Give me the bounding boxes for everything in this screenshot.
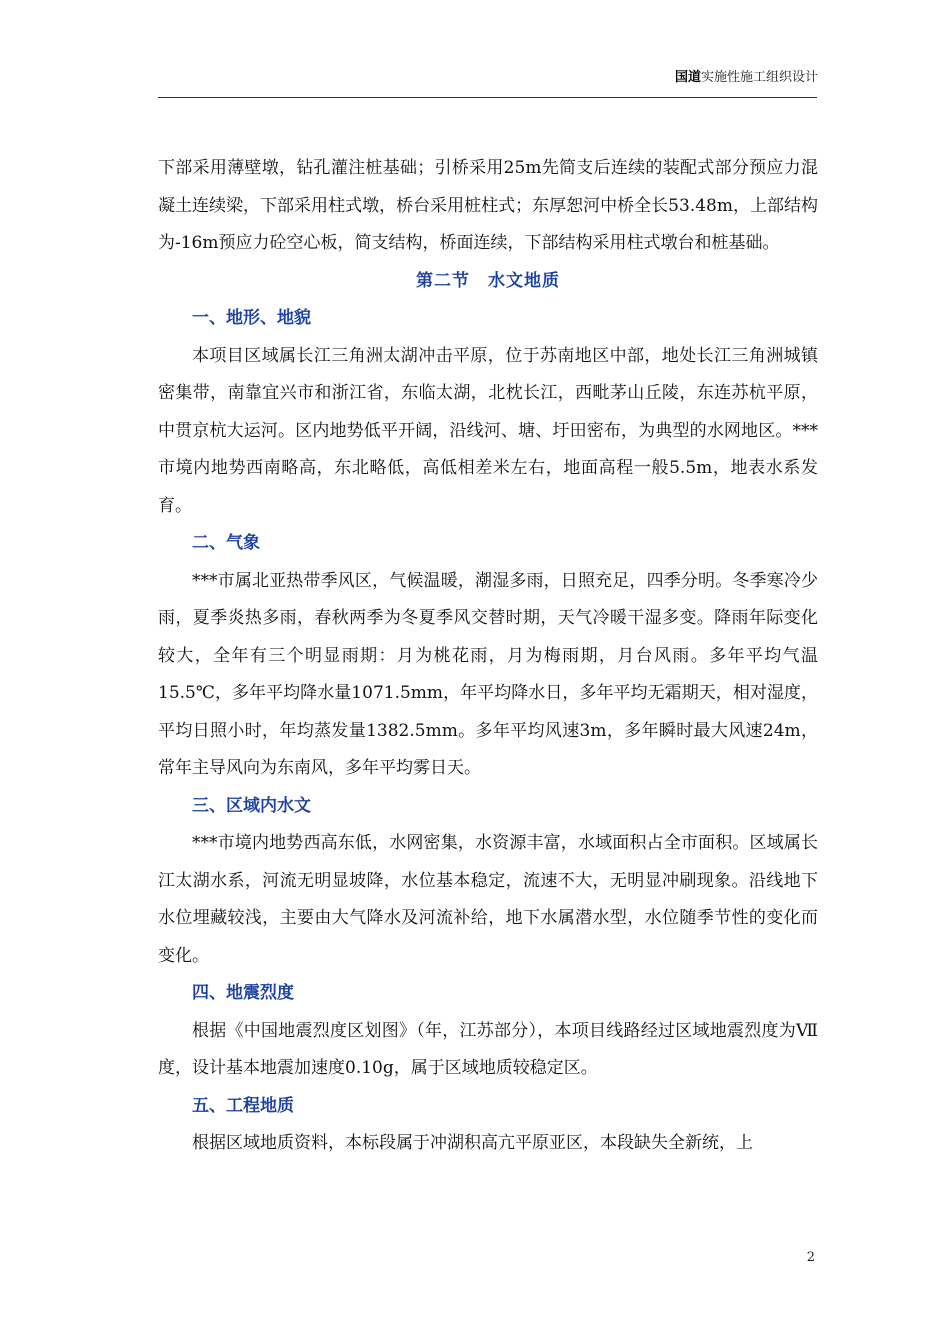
header-rule — [158, 97, 817, 98]
earthquake-heading: 四、地震烈度 — [192, 983, 294, 1003]
page-header — [675, 66, 818, 85]
section-title: 第二节 水文地质 — [416, 270, 560, 291]
header-title-rest: 实施性施工组织设计 — [700, 70, 818, 85]
page-number: 2 — [806, 1250, 815, 1265]
intro-paragraph: 下部采用薄壁墩，钻孔灌注桩基础；引桥采用25m先简支后连续的装配式部分预应力混凝土连续梁，下部采用柱式墩，桥台采用桩柱式；东厚恕河中桥全长53.48m，上部结构为-16m预应力砼空心板，简支结构，桥面连续，下部结构采用柱式墩台和桩基础。 — [158, 158, 818, 253]
hydrology-heading: 三、区域内水文 — [192, 795, 311, 816]
geology-paragraph: 根据区域地质资料，本标段属于冲湖积高亢平原亚区，本段缺失全新统，上 — [192, 1133, 753, 1153]
earthquake-paragraph: 根据《中国地震烈度区划图》（年，江苏部分），本项目线路经过区域地震烈度为Ⅶ度，设计基本地震加速度0.10g，属于区域地质较稳定区。 — [158, 1020, 818, 1078]
terrain-heading: 一、地形、地貌 — [192, 308, 311, 328]
weather-paragraph: ***市属北亚热带季风区，气候温暖，潮湿多雨，日照充足，四季分明。冬季寒冷少雨，夏季炎热多雨，春秋两季为冬夏季风交替时期，天气冷暖干湿多变。降雨年际变化较大，全年有三个明显雨期：月为桃花雨，月为梅雨期，月台风雨。多年平均气温15.5℃，多年平均降水量1071.5mm，年平均降水日，多年平均无霜期天，相对湿度，平均日照小时，年均蒸发量1382.5mm。多年平均风速3m，多年瞬时最大风速24m，常年主导风向为东南风，多年平均雾日天。 — [158, 570, 818, 778]
weather-heading: 二、气象 — [192, 533, 260, 553]
header-title-bold: 国道 — [674, 70, 701, 85]
document-body — [158, 150, 818, 1163]
geology-heading: 五、工程地质 — [192, 1095, 294, 1116]
hydrology-paragraph: ***市境内地势西高东低，水网密集，水资源丰富，水域面积占全市面积。区域属长江太湖水系，河流无明显坡降，水位基本稳定，流速不大，无明显冲刷现象。沿线地下水位埋藏较浅，主要由大气降水及河流补给，地下水属潜水型，水位随季节性的变化而变化。 — [158, 833, 818, 966]
terrain-paragraph: 本项目区域属长江三角洲太湖冲击平原，位于苏南地区中部，地处长江三角洲城镇密集带，南靠宜兴市和浙江省，东临太湖，北枕长江，西毗茅山丘陵，东连苏杭平原，中贯京杭大运河。区内地势低平开阔，沿线河、塘、圩田密布，为典型的水网地区。***市境内地势西南略高，东北略低，高低相差米左右，地面高程一般5.5m，地表水系发育。 — [158, 345, 818, 516]
